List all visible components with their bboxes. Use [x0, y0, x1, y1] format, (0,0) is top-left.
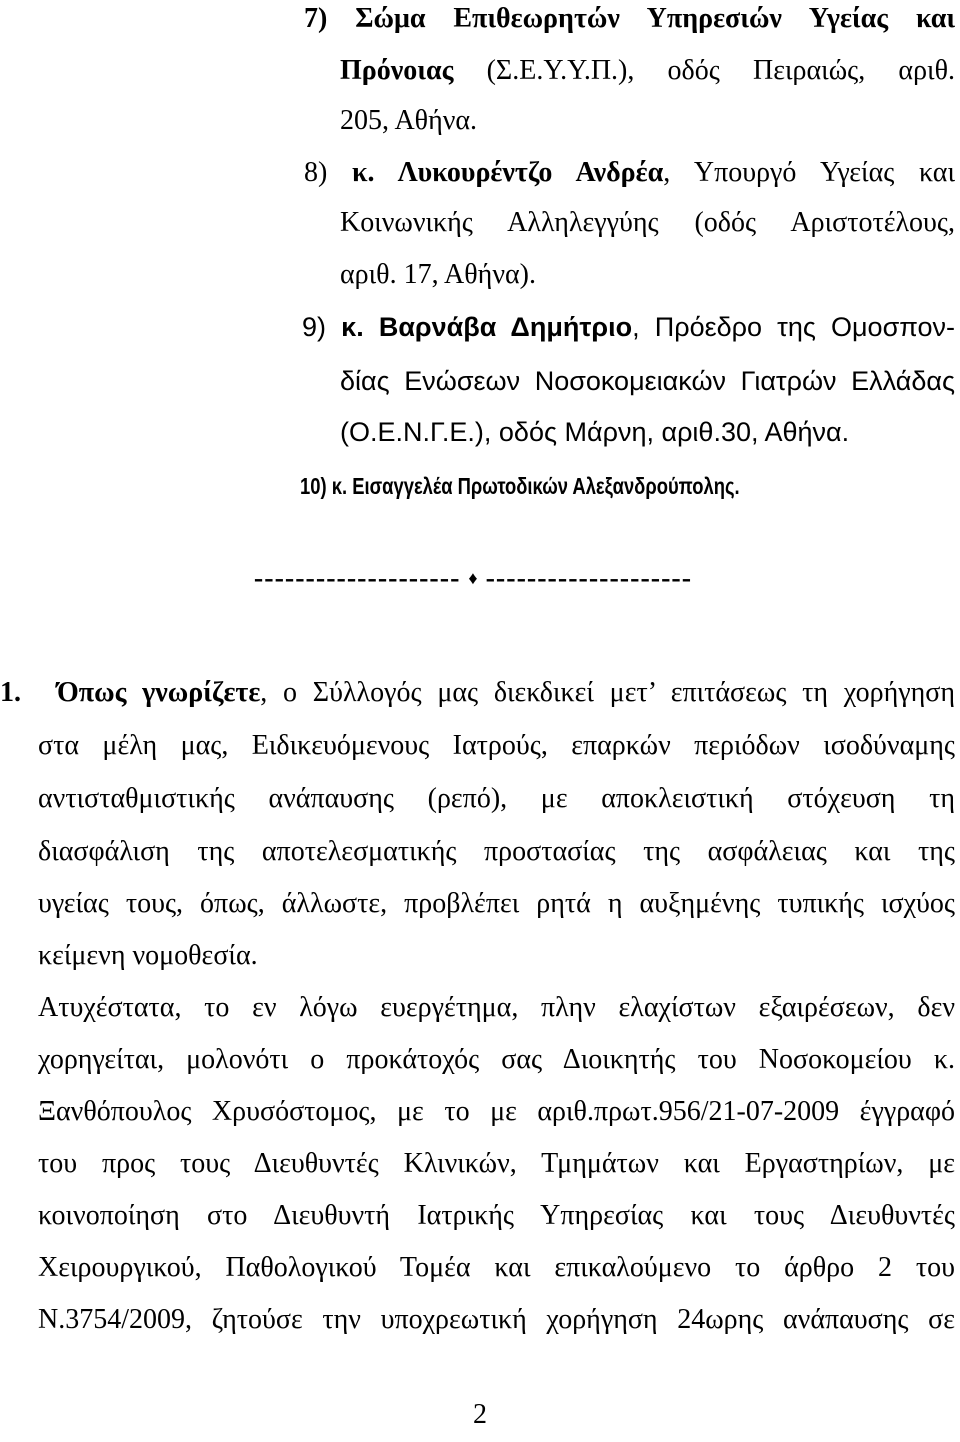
paragraph-text: αντισταθμιστικής ανάπαυσης (ρεπό), με αποκλειστική στόχευση τη [38, 783, 955, 814]
paragraph-number: 1. [0, 677, 21, 708]
paragraph-text: υγείας τους, όπως, άλλωστε, προβλέπει ρητά η αυξημένης τυπικής ισχύος [38, 888, 955, 919]
recipient-title: , Υπουργό Υγείας και [663, 157, 955, 188]
page-number: 2 [473, 1399, 487, 1430]
paragraph-2-line-7 [38, 1294, 955, 1346]
paragraph-2-line-6 [38, 1242, 955, 1294]
paragraph-text: διασφάλιση της αποτελεσματικής προστασίας της ασφάλειας και της [38, 836, 955, 867]
recipient-8-line-1 [304, 147, 955, 199]
paragraph-2-line-4 [38, 1138, 955, 1190]
recipient-name: κ. Βαρνάβα Δημήτριο [341, 312, 633, 342]
recipient-7-line-2 [340, 45, 955, 97]
paragraph-text: Ν.3754/2009, ζητούσε την υποχρεωτική χορήγηση 24ωρης ανάπαυσης σε [38, 1304, 955, 1335]
recipient-number: 10) [300, 473, 327, 499]
paragraph-text: κείμενη νομοθεσία. [38, 940, 258, 971]
paragraph-lead: Όπως γνωρίζετε [57, 677, 261, 708]
paragraph-1-line-1 [0, 667, 955, 719]
paragraph-2-line-5 [38, 1190, 955, 1242]
paragraph-text: Ατυχέστατα, το εν λόγω ευεργέτημα, πλην ελαχίστων εξαιρέσεων, δεν [38, 992, 955, 1023]
recipient-7-line-1 [304, 0, 955, 45]
recipient-address-end: 205, Αθήνα. [340, 105, 478, 136]
paragraph-text: στα μέλη μας, Ειδικευόμενους Ιατρούς, επαρκών περιόδων ισοδύναμης [38, 730, 955, 761]
recipient-8-line-3 [340, 249, 955, 301]
paragraph-1-line-3 [38, 773, 955, 825]
recipient-title-continued: Κοινωνικής Αλληλεγγύης (οδός Αριστοτέλους, [340, 207, 955, 238]
recipient-title: , Πρόεδρο της Ομοσπον- [632, 312, 955, 342]
paragraph-text: χορηγείται, μολονότι ο προκάτοχός σας Διοικητής του Νοσοκομείου κ. [38, 1044, 955, 1075]
paragraph-1-line-2 [38, 720, 955, 772]
paragraph-2-line-1 [38, 982, 955, 1034]
paragraph-2-line-2 [38, 1034, 955, 1086]
paragraph-1-line-4 [38, 826, 955, 878]
paragraph-text: του προς τους Διευθυντές Κλινικών, Τμημάτων και Εργαστηρίων, με [38, 1148, 955, 1179]
paragraph-text: Ξανθόπουλος Χρυσόστομος, με το με αριθ.πρωτ.956/21-07-2009 έγγραφό [38, 1096, 955, 1127]
recipient-name: κ. Λυκουρέντζο Ανδρέα [351, 157, 664, 188]
recipient-title-continued: δίας Ενώσεων Νοσοκομειακών Γιατρών Ελλάδας [340, 366, 955, 396]
separator-dashes-left: -------------------- [253, 563, 461, 594]
recipient-number: 7) [304, 3, 328, 34]
recipient-name: κ. Εισαγγελέα Πρωτοδικών Αλεξανδρούπολης. [331, 473, 740, 499]
paragraph-1-line-6 [38, 930, 955, 982]
recipient-number: 8) [304, 157, 328, 188]
recipient-address-end: (Ο.Ε.Ν.Γ.Ε.), οδός Μάρνη, αριθ.30, Αθήνα. [340, 417, 850, 447]
recipient-address-end: αριθ. 17, Αθήνα). [340, 259, 536, 290]
section-separator [0, 552, 946, 604]
recipient-9-line-1 [302, 301, 955, 353]
separator-dashes-right: -------------------- [485, 563, 693, 594]
paragraph-2-line-3 [38, 1086, 955, 1138]
paragraph-text: κοινοποίηση στο Διευθυντή Ιατρικής Υπηρεσίας και τους Διευθυντές [38, 1200, 955, 1231]
recipient-name-continued: Πρόνοιας [340, 55, 454, 86]
paragraph-text: , ο Σύλλογός μας διεκδικεί μετ’ επιτάσεως τη χορήγηση [260, 677, 955, 708]
recipient-number: 9) [302, 312, 327, 342]
recipient-7-line-3 [340, 95, 955, 147]
recipient-9-line-2 [340, 355, 955, 407]
recipient-address: (Σ.Ε.Υ.Υ.Π.), οδός Πειραιώς, αριθ. [453, 55, 955, 86]
recipient-10-line-1 [300, 460, 824, 512]
paragraph-text: Χειρουργικού, Παθολογικού Τομέα και επικαλούμενο το άρθρο 2 του [38, 1252, 955, 1283]
recipient-name: Σώμα Επιθεωρητών Υπηρεσιών Υγείας και [355, 3, 955, 34]
recipient-9-line-3 [340, 406, 955, 458]
diamond-icon: ♦ [468, 568, 478, 588]
recipient-8-line-2 [340, 197, 955, 249]
paragraph-1-line-5 [38, 878, 955, 930]
